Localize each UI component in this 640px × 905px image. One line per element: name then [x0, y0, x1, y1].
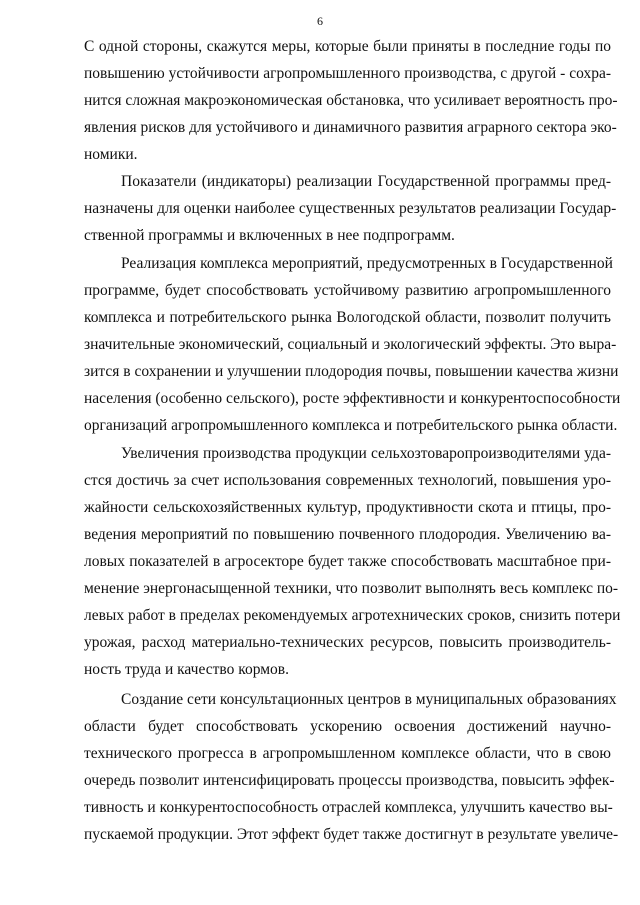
paragraph-5-line-2: области будет способствовать ускорению освоения достижений научно-	[84, 718, 611, 735]
paragraph-3-line-6: населения (особенно сельского), росте эффективности и конкурентоспособности	[84, 390, 621, 407]
paragraph-5-line-6: пускаемой продукции. Этот эффект будет также достигнут в результате увеличе-	[84, 826, 619, 843]
paragraph-4-line-2: стся достичь за счет использования современных технологий, повышения уро-	[84, 472, 611, 489]
paragraph-5-line-4: очередь позволит интенсифицировать процессы производства, повысить эффек-	[84, 772, 615, 789]
paragraph-5-line-5: тивность и конкурентоспособность отраслей комплекса, улучшить качество вы-	[84, 799, 613, 816]
paragraph-3-line-4: значительные экономический, социальный и экологический эффекты. Это выра-	[84, 336, 617, 353]
paragraph-4-line-5: ловых показателей в агросекторе будет также способствовать масштабное при-	[84, 553, 611, 570]
paragraph-3-line-3: комплекса и потребительского рынка Вологодской области, позволит получить	[84, 309, 611, 326]
paragraph-4-line-1: Увеличения производства продукции сельхозтоваропроизводителями уда-	[121, 445, 611, 462]
paragraph-4-line-7: левых работ в пределах рекомендуемых агротехнических сроков, снизить потери	[84, 607, 621, 624]
paragraph-1-line-5: номики.	[84, 146, 138, 163]
paragraph-5-line-3: технического прогресса в агропромышленном комплексе области, что в свою	[84, 745, 611, 762]
paragraph-2-line-2: назначены для оценки наиболее существенных результатов реализации Государ-	[84, 200, 617, 217]
paragraph-3-line-2: программе, будет способствовать устойчивому развитию агропромышленного	[84, 282, 611, 299]
paragraph-1-line-4: явления рисков для устойчивого и динамичного развития аграрного сектора эко-	[84, 119, 617, 136]
paragraph-3-line-1: Реализация комплекса мероприятий, предусмотренных в Государственной	[121, 255, 613, 272]
paragraph-1-line-3: нится сложная макроэкономическая обстановка, что усиливает вероятность про-	[84, 92, 618, 109]
paragraph-4-line-8: урожая, расход материально-технических ресурсов, повысить производитель-	[84, 634, 611, 651]
paragraph-4-line-4: ведения мероприятий по повышению почвенного плодородия. Увеличению ва-	[84, 526, 611, 543]
page-number: 6	[317, 14, 323, 28]
paragraph-3-line-7: организаций агропромышленного комплекса и потребительского рынка области.	[84, 417, 618, 434]
paragraph-1-line-1: С одной стороны, скажутся меры, которые были приняты в последние годы по	[84, 38, 611, 55]
paragraph-5-line-1: Создание сети консультационных центров в муниципальных образованиях	[121, 691, 617, 708]
paragraph-3-line-5: зится в сохранении и улучшении плодородия почвы, повышении качества жизни	[84, 363, 619, 380]
paragraph-4-line-3: жайности сельскохозяйственных культур, продуктивности скота и птицы, про-	[84, 499, 611, 516]
paragraph-4-line-6: менение энергонасыщенной техники, что позволит выполнять весь комплекс по-	[84, 580, 619, 597]
paragraph-2-line-1: Показатели (индикаторы) реализации Государственной программы пред-	[121, 173, 611, 190]
paragraph-1-line-2: повышению устойчивости агропромышленного производства, с другой - сохра-	[84, 65, 611, 82]
paragraph-4-line-9: ность труда и качество кормов.	[84, 661, 289, 678]
paragraph-2-line-3: ственной программы и включенных в нее подпрограмм.	[84, 227, 455, 244]
